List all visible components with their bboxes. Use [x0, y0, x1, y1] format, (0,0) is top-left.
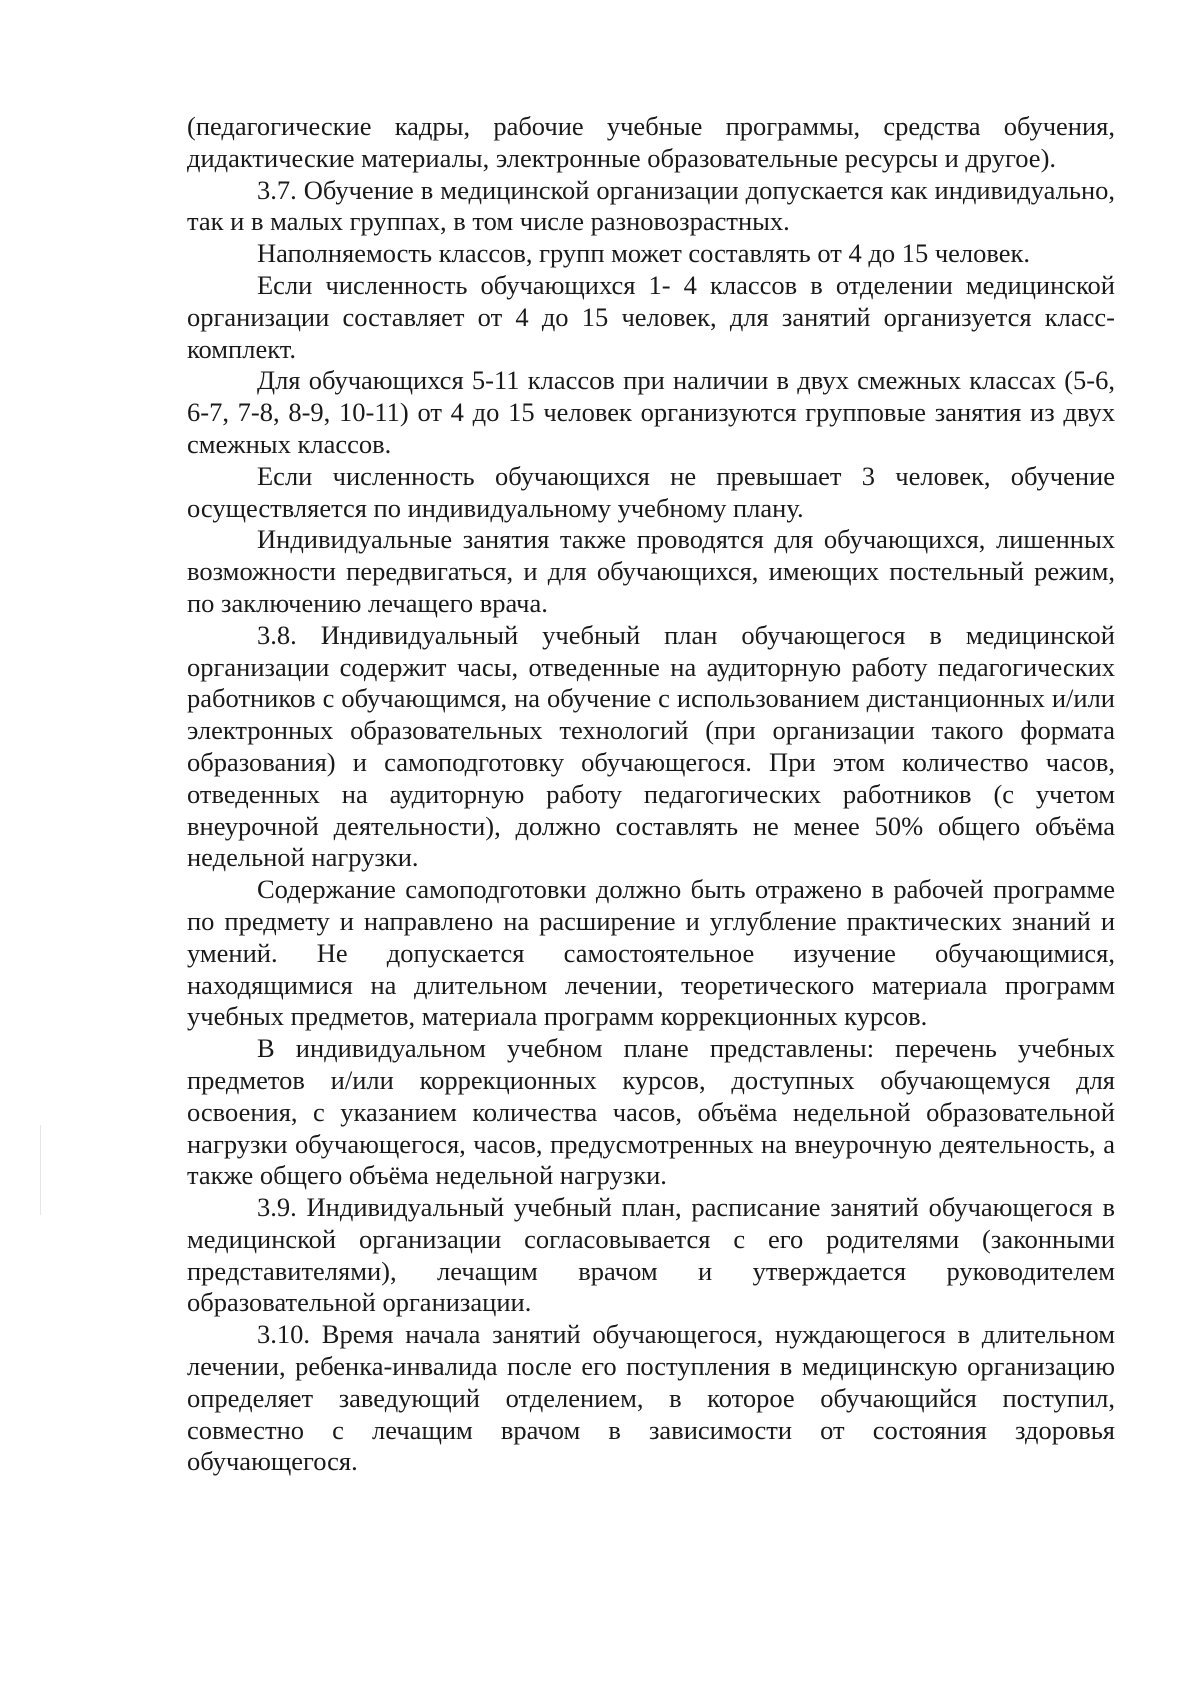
paragraph-self-study: Содержание самоподготовки должно быть отражено в рабочей программе по предмету и направлено на расширение и углубление практических знаний и умений. Не допускается самостоятельное изучение обучающимися, находящимися на длительном лечении, теоретического материала программ учебных предметов, материала программ коррекционных курсов. [187, 874, 1115, 1032]
scan-artifact-line [40, 1125, 41, 1215]
paragraph-class-size: Наполняемость классов, групп может составлять от 4 до 15 человек. [257, 238, 1031, 269]
document-body [187, 111, 1115, 1478]
paragraph-group-lessons: Для обучающихся 5-11 классов при наличии в двух смежных классах (5-6, 6-7, 7-8, 8-9, 10-11) от 4 до 15 человек организуются групповые занятия из двух смежных классов. [187, 365, 1115, 459]
paragraph-3-9: 3.9. Индивидуальный учебный план, расписание занятий обучающегося в медицинской организации согласовывается с его родителями (законными представителями), лечащим врачом и утверждается руководителем образовательной организации. [187, 1192, 1115, 1318]
paragraph-3-8: 3.8. Индивидуальный учебный план обучающегося в медицинской организации содержит часы, отведенные на аудиторную работу педагогических работников с обучающимся, на обучение с использованием дистанционных и/или электронных образовательных технологий (при организации такого формата образования) и самоподготовку обучающегося. При этом количество часов, отведенных на аудиторную работу педагогических работников (с учетом внеурочной деятельности), должно составлять не менее 50% общего объёма недельной нагрузки. [187, 619, 1115, 873]
paragraph-continuation: (педагогические кадры, рабочие учебные программы, средства обучения, дидактические материалы, электронные образовательные ресурсы и другое). [187, 111, 1115, 173]
paragraph-individual-plan: Если численность обучающихся не превышает 3 человек, обучение осуществляется по индивидуальному учебному плану. [187, 460, 1115, 523]
paragraph-plan-contents: В индивидуальном учебном плане представлены: перечень учебных предметов и/или коррекционных курсов, доступных обучающемуся для освоения, с указанием количества часов, объёма недельной образовательной нагрузки обучающегося, часов, предусмотренных на внеурочную деятельность, а также общего объёма недельной нагрузки. [187, 1033, 1115, 1191]
paragraph-3-10: 3.10. Время начала занятий обучающегося, нуждающегося в длительном лечении, ребенка-инвалида после его поступления в медицинскую организацию определяет заведующий отделением, в которое обучающийся поступил, совместно с лечащим врачом в зависимости от состояния здоровья обучающегося. [187, 1319, 1115, 1477]
paragraph-class-complex: Если численность обучающихся 1- 4 классов в отделении медицинской организации составляет от 4 до 15 человек, для занятий организуется класс-комплект. [187, 269, 1115, 364]
paragraph-individual-lessons: Индивидуальные занятия также проводятся для обучающихся, лишенных возможности передвигаться, и для обучающихся, имеющих постельный режим, по заключению лечащего врача. [187, 524, 1115, 618]
paragraph-3-7: 3.7. Обучение в медицинской организации допускается как индивидуально, так и в малых группах, в том числе разновозрастных. [187, 174, 1115, 237]
